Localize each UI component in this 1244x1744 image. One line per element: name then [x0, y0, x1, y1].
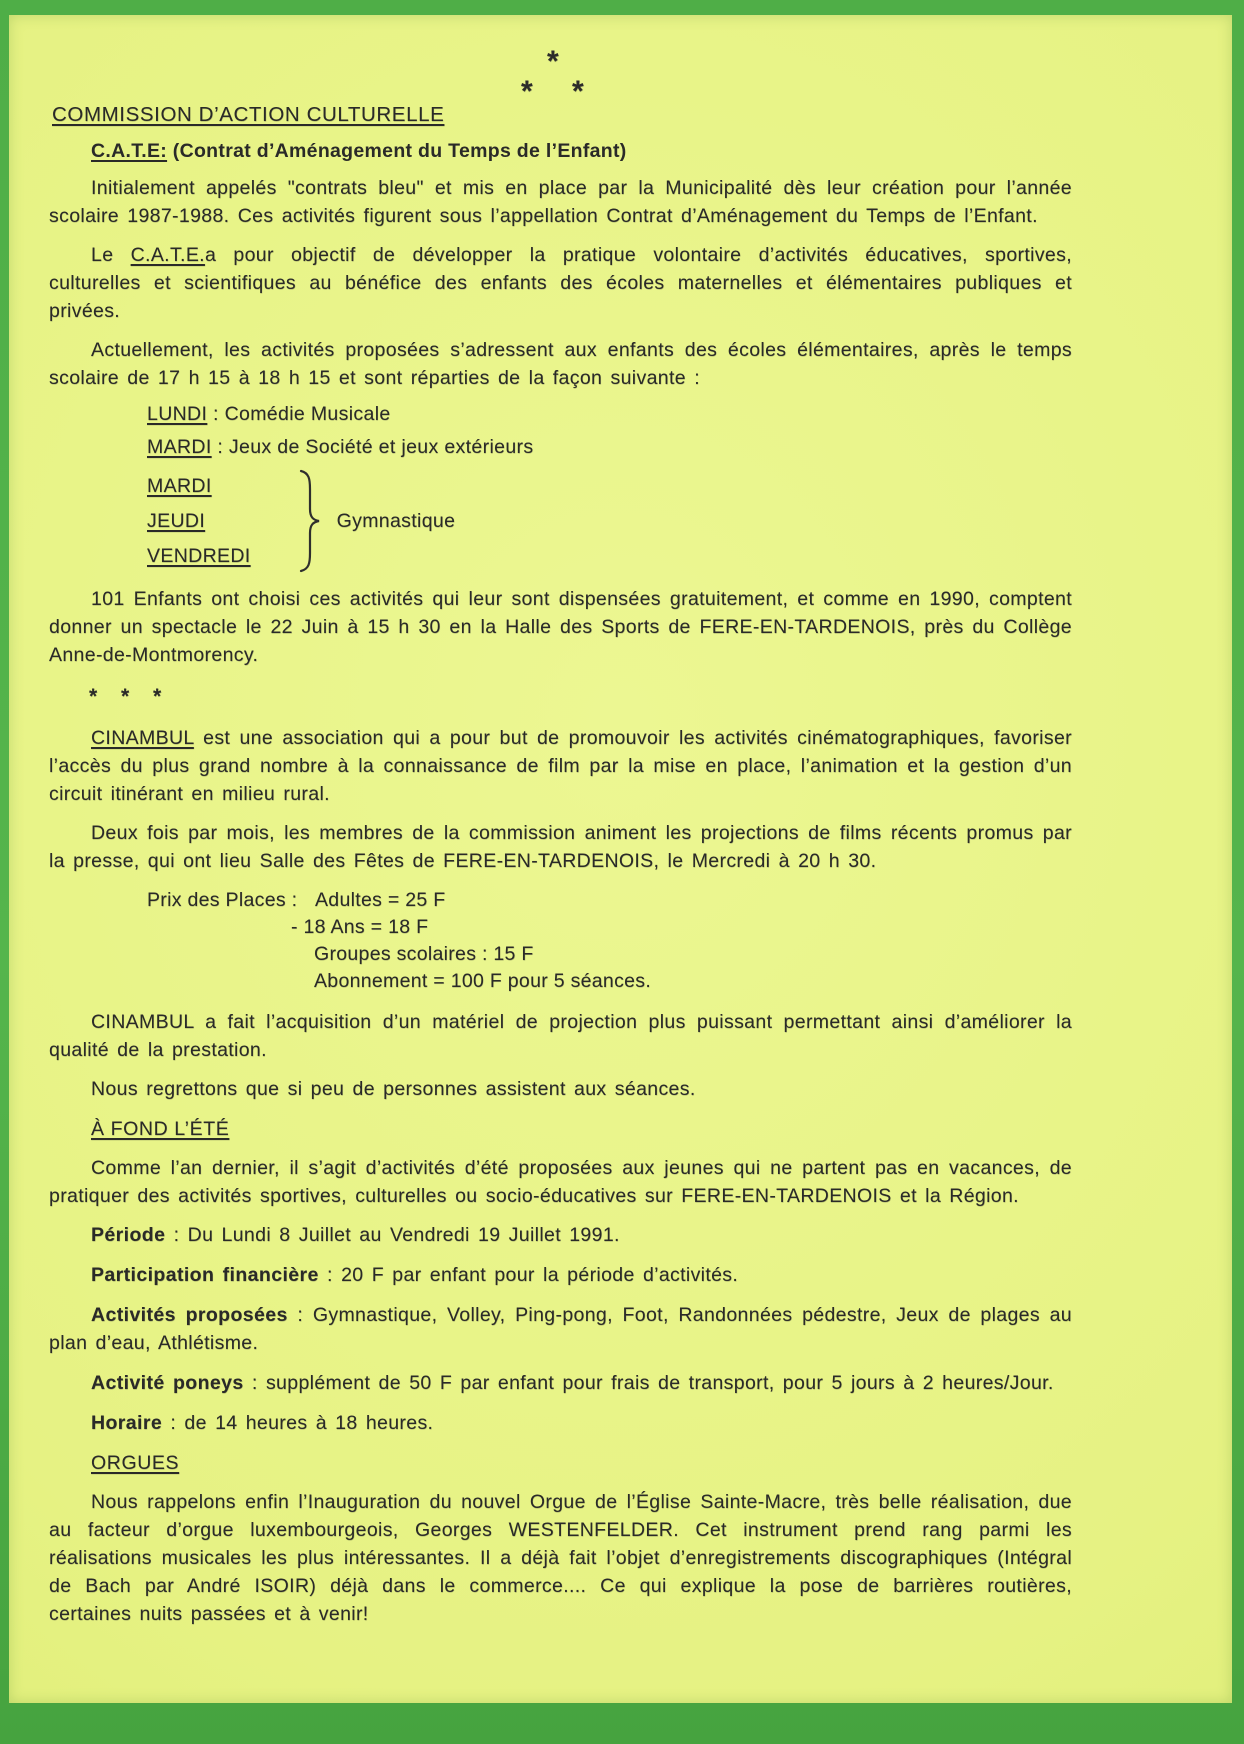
ete-item-text: supplément de 50 F par enfant pour frais de transport, pour 5 jours à 2 heures/Jour. [265, 1372, 1054, 1394]
star-icon: * [521, 75, 533, 108]
ete-intro-paragraph: Comme l’an dernier, il s’agit d’activités d’été proposées aux jeunes qui ne partent pas en vacances, de pratiquer des activités sportives, culturelles ou socio-éducatives sur FERE-EN-TARDENOIS et la Région. [49, 1157, 1072, 1207]
ete-item-text: Gymnastique, Volley, Ping-pong, Foot, Randonnées pédestre, Jeux de plages au plan d’eau, Athlétisme. [49, 1304, 1073, 1354]
cate-objective-paragraph [49, 241, 1072, 325]
orgues-heading: ORGUES [91, 1452, 180, 1474]
weekly-schedule [147, 403, 1072, 573]
cate-intro-paragraph: Initialement appelés "contrats bleu" et mis en place par la Municipalité dès leur création pour l’année scolaire 1987-1988. Ces activités figurent sous l’appellation Contrat d’Aménagement du Temps de l’Enfant. [49, 177, 1072, 227]
ete-item-label: Activité poneys [91, 1372, 244, 1394]
ete-item-separator: : [243, 1372, 266, 1394]
schedule-day: VENDREDI [147, 544, 251, 567]
price-list [147, 887, 1072, 994]
schedule-row [147, 436, 1072, 459]
schedule-separator: : [211, 436, 229, 458]
star-icon: * [547, 45, 559, 78]
cate-current-paragraph: Actuellement, les activités proposées s’adressent aux enfants des écoles élémentaires, après le temps scolaire de 17 h 15 à 18 h 15 et sont réparties de la façon suivante : [49, 339, 1072, 389]
schedule-day: LUNDI [147, 403, 208, 425]
cinambul-regret-paragraph: Nous regrettons que si peu de personnes assistent aux séances. [91, 1078, 696, 1100]
document-page [9, 15, 1232, 1703]
ete-item-text: Du Lundi 8 Juillet au Vendredi 19 Juillet 1991. [187, 1224, 620, 1246]
price-adults: Adultes = 25 F [315, 889, 446, 911]
price-list-label: Prix des Places : [147, 889, 298, 911]
cate-heading [49, 140, 1072, 163]
cate-heading-rest: (Contrat d’Aménagement du Temps de l’Enfant) [167, 140, 627, 162]
ete-item-horaire [49, 1409, 1072, 1437]
ete-item-label: Horaire [91, 1412, 163, 1434]
ete-item-separator: : [162, 1412, 185, 1434]
cate-heading-abbr: C.A.T.E: [91, 140, 168, 162]
price-school-groups: Groupes scolaires : 15 F [314, 943, 534, 965]
schedule-group-activity: Gymnastique [336, 509, 456, 532]
schedule-day: MARDI [147, 436, 212, 458]
star-icon: * [572, 75, 584, 108]
ete-item-separator: : [287, 1304, 313, 1326]
cinambul-intro-paragraph [49, 724, 1072, 808]
cinambul-intro-rest: est une association qui a pour but de promouvoir les activités cinématographiques, favoriser l’accès du plus grand nombre à la connaissance de film par la mise en place, l’animation et la gestion d’un circuit itinérant en milieu rural. [49, 727, 1072, 805]
ete-item-poneys [49, 1369, 1072, 1397]
schedule-group [147, 469, 1072, 573]
cate-objective-lead: Le [91, 244, 131, 266]
ete-item-text: de 14 heures à 18 heures. [184, 1412, 434, 1434]
orgues-paragraph: Nous rappelons enfin l’Inauguration du nouvel Orgue de l’Église Sainte-Macre, très belle réalisation, due au facteur d’orgue luxembourgeois, Georges WESTENFELDER. Cet instrument prend rang parmi les réalisations musicales les plus intéressantes. Il a déjà fait l’objet d’enregistrements discographiques (Intégral de Bach par André ISOIR) déjà dans le commerce.... Ce qui explique la pose de barrières routières, certaines nuits passées et à venir! [49, 1491, 1072, 1625]
ete-item-participation [49, 1261, 1072, 1289]
ete-item-separator: : [318, 1264, 342, 1286]
ete-item-label: Période [91, 1224, 166, 1246]
schedule-group-days [147, 475, 251, 568]
cate-show-paragraph: 101 Enfants ont choisi ces activités qui leur sont dispensées gratuitement, et comme en 1990, comptent donner un spectacle le 22 Juin à 15 h 30 en la Halle des Sports de FERE-EN-TARDENOIS, près du Collège Anne-de-Montmorency. [49, 588, 1072, 666]
ete-item-text: 20 F par enfant pour la période d’activités. [341, 1264, 739, 1286]
cate-abbr: C.A.T.E. [130, 244, 205, 266]
schedule-activity: Jeux de Société et jeux extérieurs [228, 436, 534, 458]
schedule-activity: Comédie Musicale [224, 403, 391, 425]
schedule-day: JEUDI [147, 509, 206, 532]
schedule-day: MARDI [147, 474, 212, 497]
schedule-separator: : [207, 403, 225, 425]
ete-item-label: Participation financière [91, 1264, 319, 1286]
cinambul-equipment-paragraph: CINAMBUL a fait l’acquisition d’un matériel de projection plus puissant permettant ainsi d’améliorer la qualité de la prestation. [49, 1011, 1072, 1061]
cate-objective-rest: a pour objectif de développer la pratique volontaire d’activités éducatives, sportives, culturelles et scientifiques au bénéfice des enfants des écoles maternelles et élémentaires publiques et privées. [49, 244, 1072, 322]
ete-item-activites [49, 1301, 1072, 1357]
brace-icon [295, 469, 323, 573]
ete-heading: À FOND L’ÉTÉ [91, 1118, 230, 1140]
price-row [147, 887, 1072, 913]
cinambul-screenings-paragraph: Deux fois par mois, les membres de la commission animent les projections de films récents promus par la presse, qui ont lieu Salle des Fêtes de FERE-EN-TARDENOIS, le Mercredi à 20 h 30. [49, 822, 1072, 872]
price-under18: - 18 Ans = 18 F [291, 916, 429, 938]
asterisk-separator: * * * [89, 685, 171, 708]
ete-item-separator: : [165, 1224, 188, 1246]
page-title: COMMISSION D’ACTION CULTURELLE [52, 103, 445, 126]
price-subscription: Abonnement = 100 F pour 5 séances. [314, 970, 652, 992]
schedule-row [147, 403, 1072, 426]
cinambul-name: CINAMBUL [91, 727, 194, 749]
ete-item-periode [49, 1221, 1072, 1249]
ete-item-label: Activités proposées [91, 1304, 288, 1326]
